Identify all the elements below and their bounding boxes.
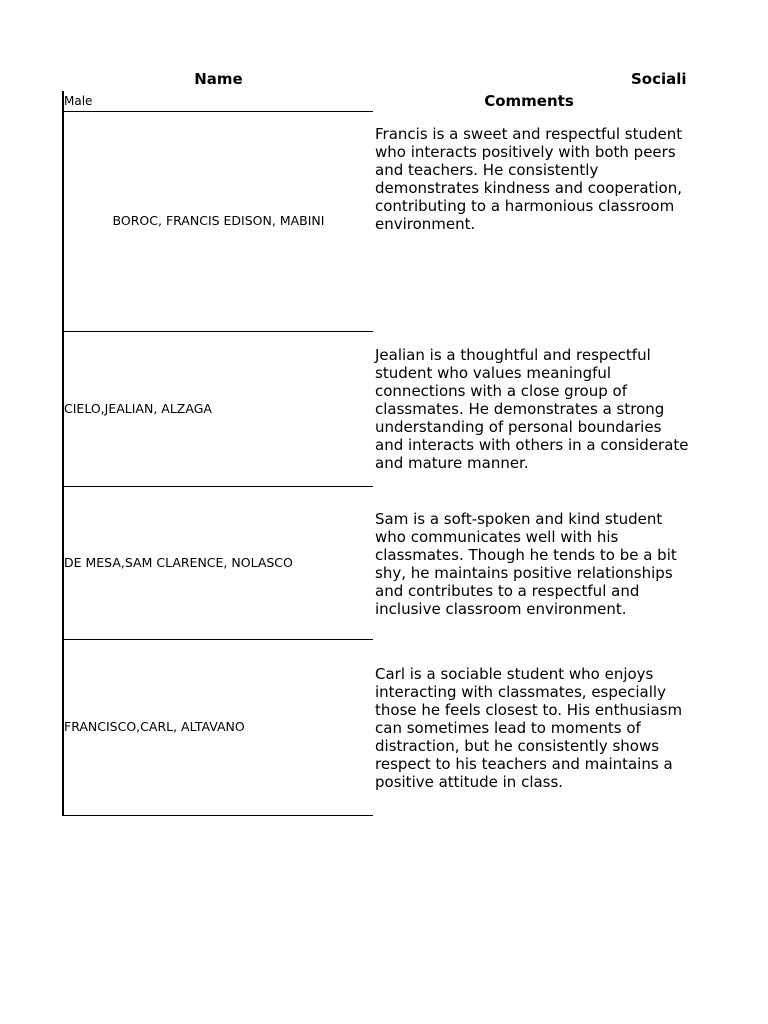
comments-column-header: Comments bbox=[484, 92, 574, 110]
row-divider bbox=[63, 111, 373, 112]
row-divider bbox=[63, 486, 373, 487]
table-left-border bbox=[62, 91, 64, 816]
student-name: FRANCISCO,CARL, ALTAVANO bbox=[64, 719, 245, 734]
row-divider bbox=[63, 639, 373, 640]
student-name: DE MESA,SAM CLARENCE, NOLASCO bbox=[64, 555, 293, 570]
row-divider bbox=[63, 815, 373, 816]
row-divider bbox=[63, 331, 373, 332]
student-comment: Sam is a soft-spoken and kind student who communicates well with his classmates. Though he tends to be a bit shy, he maintains positive relationships and contributes to a respectful and inclusive classroom environment. bbox=[375, 510, 677, 618]
student-comment: Francis is a sweet and respectful student who interacts positively with both peers and teachers. He consistently demonstrates kindness and cooperation, contributing to a harmonious classroom environment. bbox=[375, 125, 683, 233]
sociali-column-header: Sociali bbox=[631, 70, 687, 88]
student-name: BOROC, FRANCIS EDISON, MABINI bbox=[112, 213, 325, 228]
male-group-label: Male bbox=[64, 94, 93, 108]
student-comment: Carl is a sociable student who enjoys interacting with classmates, especially those he feels closest to. His enthusiasm can sometimes lead to moments of distraction, but he consistently shows respect to his teachers and maintains a positive attitude in class. bbox=[375, 665, 683, 791]
name-column-header: Name bbox=[194, 70, 243, 88]
student-comment: Jealian is a thoughtful and respectful student who values meaningful connections with a close group of classmates. He demonstrates a strong understanding of personal boundaries and interacts with others in a considerate and mature manner. bbox=[375, 346, 689, 472]
student-name: CIELO,JEALIAN, ALZAGA bbox=[64, 401, 212, 416]
